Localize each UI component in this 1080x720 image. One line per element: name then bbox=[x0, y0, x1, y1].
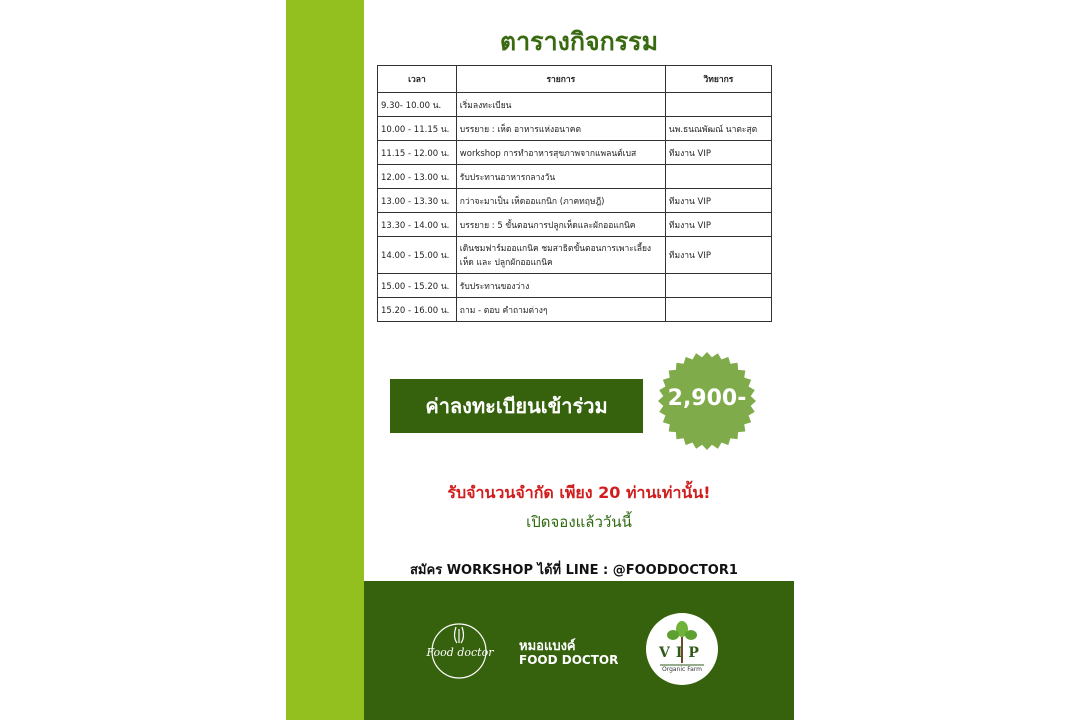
time-cell: 15.20 - 16.00 น. bbox=[378, 298, 457, 322]
table-row bbox=[378, 298, 772, 322]
activity-cell: เดินชมฟาร์มออแกนิค ชมสาธิตขั้นตอนการเพาะเลี้ยงเห็ด และ ปลูกผักออแกนิค bbox=[456, 237, 665, 274]
brand-name-english: FOOD DOCTOR bbox=[519, 653, 619, 667]
food-doctor-logo-text: Food doctor bbox=[426, 646, 494, 659]
table-row bbox=[378, 274, 772, 298]
table-row bbox=[378, 165, 772, 189]
time-cell: 10.00 - 11.15 น. bbox=[378, 117, 457, 141]
time-cell: 13.00 - 13.30 น. bbox=[378, 189, 457, 213]
booking-open-text: เปิดจองแล้ววันนี้ bbox=[526, 513, 632, 531]
limited-seats-notice: รับจำนวนจำกัด เพียง 20 ท่านเท่านั้น! bbox=[447, 483, 711, 502]
speaker-cell: ทีมงาน VIP bbox=[665, 213, 771, 237]
table-row bbox=[378, 213, 772, 237]
registration-fee-label: ค่าลงทะเบียนเข้าร่วม bbox=[390, 379, 643, 433]
activity-cell: บรรยาย : เห็ด อาหารแห่งอนาคต bbox=[456, 117, 665, 141]
table-row bbox=[378, 141, 772, 165]
activity-cell: ถาม - ตอบ คำถามต่างๆ bbox=[456, 298, 665, 322]
time-cell: 11.15 - 12.00 น. bbox=[378, 141, 457, 165]
schedule-title: ตารางกิจกรรม bbox=[499, 27, 659, 56]
brand-name-thai: หมอแบงค์ bbox=[519, 639, 576, 654]
speaker-cell: นพ.ธนณพัฒณ์ นาตะสุต bbox=[665, 117, 771, 141]
speaker-cell: ทีมงาน VIP bbox=[665, 237, 771, 274]
speaker-cell bbox=[665, 274, 771, 298]
table-row bbox=[378, 189, 772, 213]
signup-line-contact: สมัคร WORKSHOP ได้ที่ LINE : @FOODDOCTOR1 bbox=[410, 563, 738, 578]
activity-cell: รับประทานของว่าง bbox=[456, 274, 665, 298]
time-cell: 15.00 - 15.20 น. bbox=[378, 274, 457, 298]
speaker-cell bbox=[665, 298, 771, 322]
price-text: 2,900- bbox=[667, 386, 747, 411]
activity-cell: บรรยาย : 5 ขั้นตอนการปลูกเห็ดและผักออแกนิค bbox=[456, 213, 665, 237]
time-cell: 9.30- 10.00 น. bbox=[378, 93, 457, 117]
activity-cell: เริ่มลงทะเบียน bbox=[456, 93, 665, 117]
footer-band bbox=[364, 581, 794, 720]
speaker-cell: ทีมงาน VIP bbox=[665, 189, 771, 213]
vip-logo-title: VIP bbox=[659, 645, 705, 661]
poster bbox=[286, 0, 794, 720]
time-cell: 12.00 - 13.00 น. bbox=[378, 165, 457, 189]
header-time: เวลา bbox=[378, 66, 457, 93]
speaker-cell bbox=[665, 93, 771, 117]
activity-cell: workshop การทำอาหารสุขภาพจากแพลนต์เบส bbox=[456, 141, 665, 165]
header-activity: รายการ bbox=[456, 66, 665, 93]
time-cell: 14.00 - 15.00 น. bbox=[378, 237, 457, 274]
schedule-table bbox=[377, 65, 772, 322]
header-speaker: วิทยากร bbox=[665, 66, 771, 93]
activity-cell: รับประทานอาหารกลางวัน bbox=[456, 165, 665, 189]
speaker-cell bbox=[665, 165, 771, 189]
time-cell: 13.30 - 14.00 น. bbox=[378, 213, 457, 237]
side-accent-bar bbox=[286, 0, 364, 720]
table-row bbox=[378, 93, 772, 117]
table-header-row bbox=[378, 66, 772, 93]
table-row bbox=[378, 237, 772, 274]
table-row bbox=[378, 117, 772, 141]
speaker-cell: ทีมงาน VIP bbox=[665, 141, 771, 165]
activity-cell: กว่าจะมาเป็น เห็ดออแกนิก (ภาคทฤษฎี) bbox=[456, 189, 665, 213]
vip-logo-subtitle: Organic Farm bbox=[661, 666, 703, 673]
